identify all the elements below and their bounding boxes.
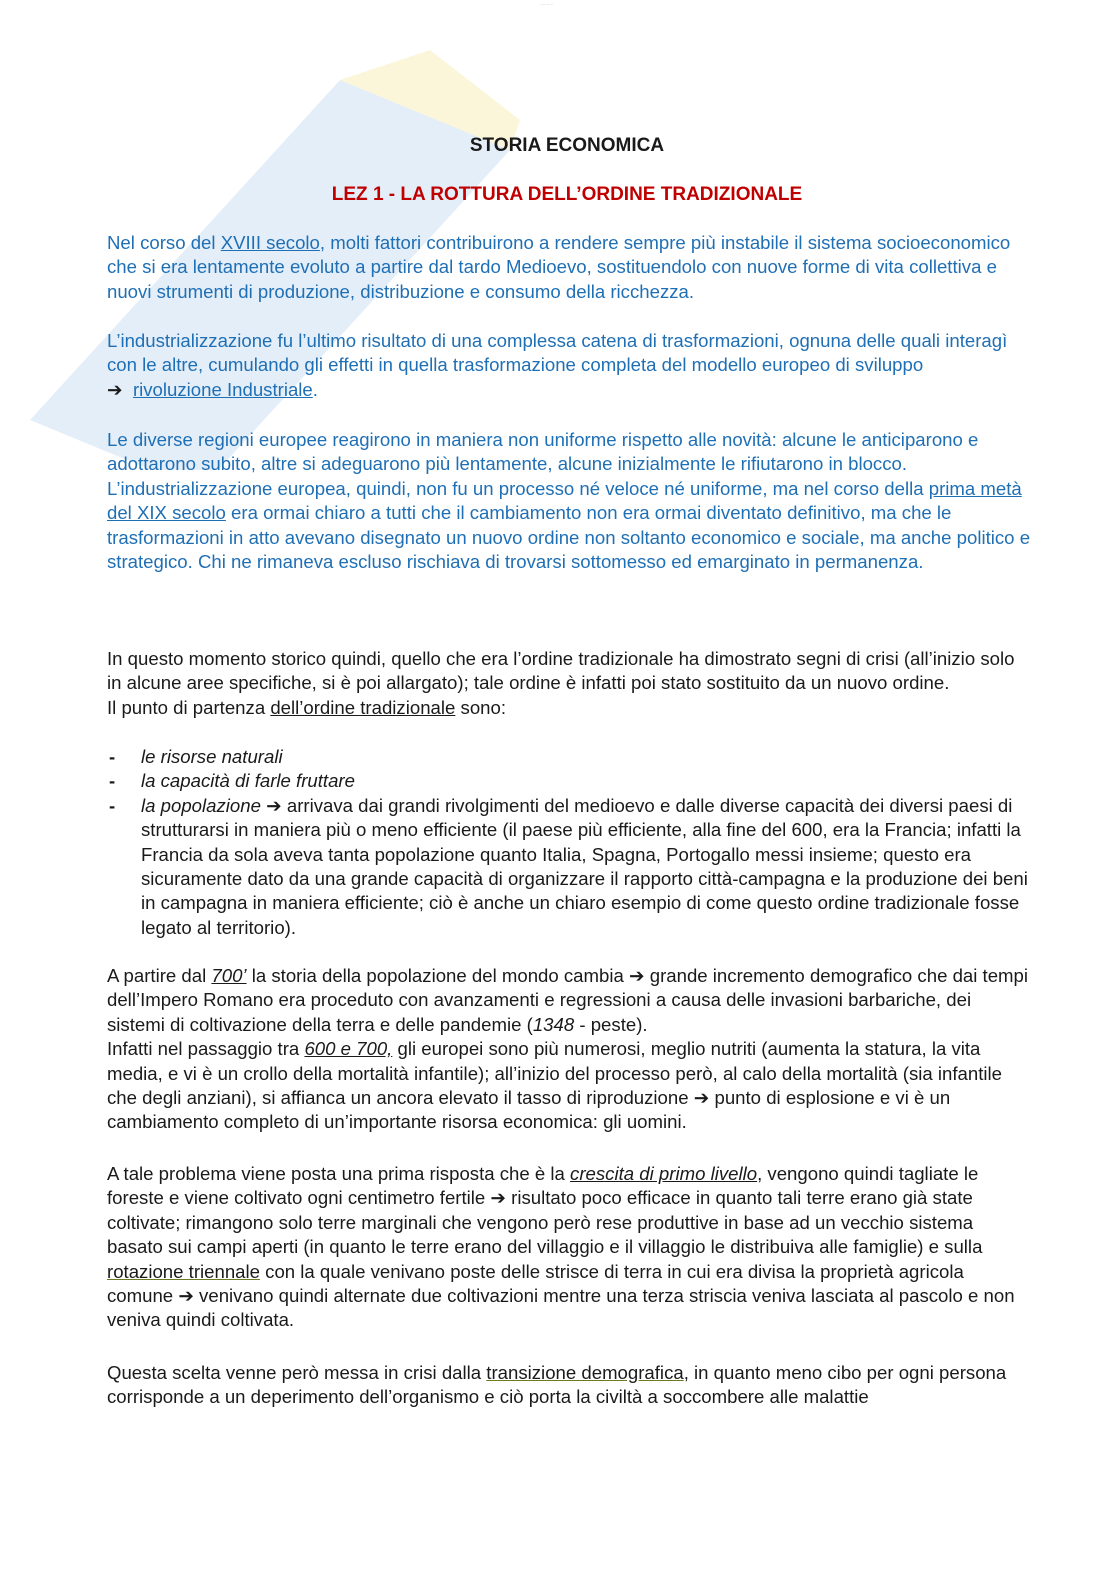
paragraph-1: Nel corso del XVIII secolo, molti fattori contribuirono a rendere sempre più instabile il sistema socioeconomico che si era lentamente evoluto a partire dal tardo Medioevo, sostituendolo con nuove forme di vita collettiva e nuovi strumenti di produzione, distribuzione e consumo della ricchezza. (107, 232, 1011, 302)
paragraph-6: A tale problema viene posta una prima risposta che è la crescita di primo livello, vengono quindi tagliate le foreste e viene coltivato ogni centimetro fertile ➔ risultato poco efficace in quanto tali terre erano già state coltivate; rimangono solo terre marginali che vengono però rese produttive in base ad un vecchio sistema basato sui campi aperti (in quanto le terre erano del villaggio e il villaggio le distribuiva alle famiglie) e sulla rotazione triennale con la quale venivano poste delle strisce di terra in cui era divisa la proprietà agricola comune ➔ venivano quindi alternate due coltivazioni mentre una terza striscia veniva lasciata al pascolo e non veniva quindi coltivata. (107, 1163, 1015, 1331)
paragraph-3: Le diverse regioni europee reagirono in maniera non uniforme rispetto alle novità: alcune le anticiparono e adottarono subito, altre si adeguarono più lentamente, alcune inizialmente le rifiutarono in blocco. L’industrializzazione europea, quindi, non fu un processo né veloce né uniforme, ma nel corso della prima metà del XIX secolo era ormai chiaro a tutti che il cambiamento non era ormai diventato definitivo, ma che le trasformazioni in atto avevano disegnato un nuovo ordine non soltanto economico e sociale, ma anche politico e strategico. Chi ne rimaneva escluso rischiava di trovarsi sottomesso ed emarginato in permanenza. (107, 429, 1031, 573)
lesson-title: LEZ 1 - LA ROTTURA DELL’ORDINE TRADIZIONALE (331, 184, 803, 205)
list-item: - la capacità di farle fruttare (109, 770, 355, 792)
list-item: - le risorse naturali (109, 746, 283, 767)
document-title: STORIA ECONOMICA (469, 135, 665, 156)
paragraph-4: In questo momento storico quindi, quello che era l’ordine tradizionale ha dimostrato segni di crisi (all’inizio solo in alcune aree specifiche, si è poi allargato); tale ordine è infatti poi stato sostituito da un nuovo ordine. Il punto di partenza dell’ordine tradizionale sono: (107, 648, 1015, 718)
paragraph-2: L’industrializzazione fu l’ultimo risultato di una complessa catena di trasformazioni, ognuna delle quali interagì con le altre, cumulando gli effetti in quella trasformazione completa del modello europeo di sviluppo ➔ rivoluzione Industriale. (107, 330, 1008, 400)
page-header-mark: ·········· (540, 2, 554, 7)
paragraph-5: A partire dal 700’ la storia della popolazione del mondo cambia ➔ grande incremento demografico che dai tempi dell’Impero Romano era proceduto con avanzamenti e regressioni a causa delle invasioni barbariche, dei sistemi di coltivazione della terra e delle pandemie (1348 - peste). Infatti nel passaggio tra 600 e 700, gli europei sono più numerosi, meglio nutriti (aumenta la statura, la vita media, e vi è un crollo della mortalità infantile); all’inizio del processo però, al calo della mortalità (sia infantile che degli anziani), si affianca un ancora elevato il tasso di riproduzione ➔ punto di esplosione e vi è un cambiamento completo di un’importante risorsa economica: gli uomini. (107, 965, 1029, 1133)
list-item: - la popolazione ➔ arrivava dai grandi rivolgimenti del medioevo e dalle diverse capacità dei diversi paesi di strutturarsi in maniera più o meno efficiente (il paese più efficiente, alla fine del 600, era la Francia; infatti la Francia da sola aveva tanta popolazione quanto Italia, Spagna, Portogallo messi insieme; questo era sicuramente dato da una grande capacità di organizzare il rapporto città-campagna e la produzione dei beni in campagna in maniera efficiente; ciò è anche un chiaro esempio di come questo ordine tradizionale fosse legato al territorio). (109, 794, 1028, 938)
paragraph-7: Questa scelta venne però messa in crisi dalla transizione demografica, in quanto meno cibo per ogni persona corrisponde a un deperimento dell’organismo e ciò porta la civiltà a soccombere alle malattie (107, 1362, 1007, 1408)
traditional-order-list (107, 745, 1032, 940)
